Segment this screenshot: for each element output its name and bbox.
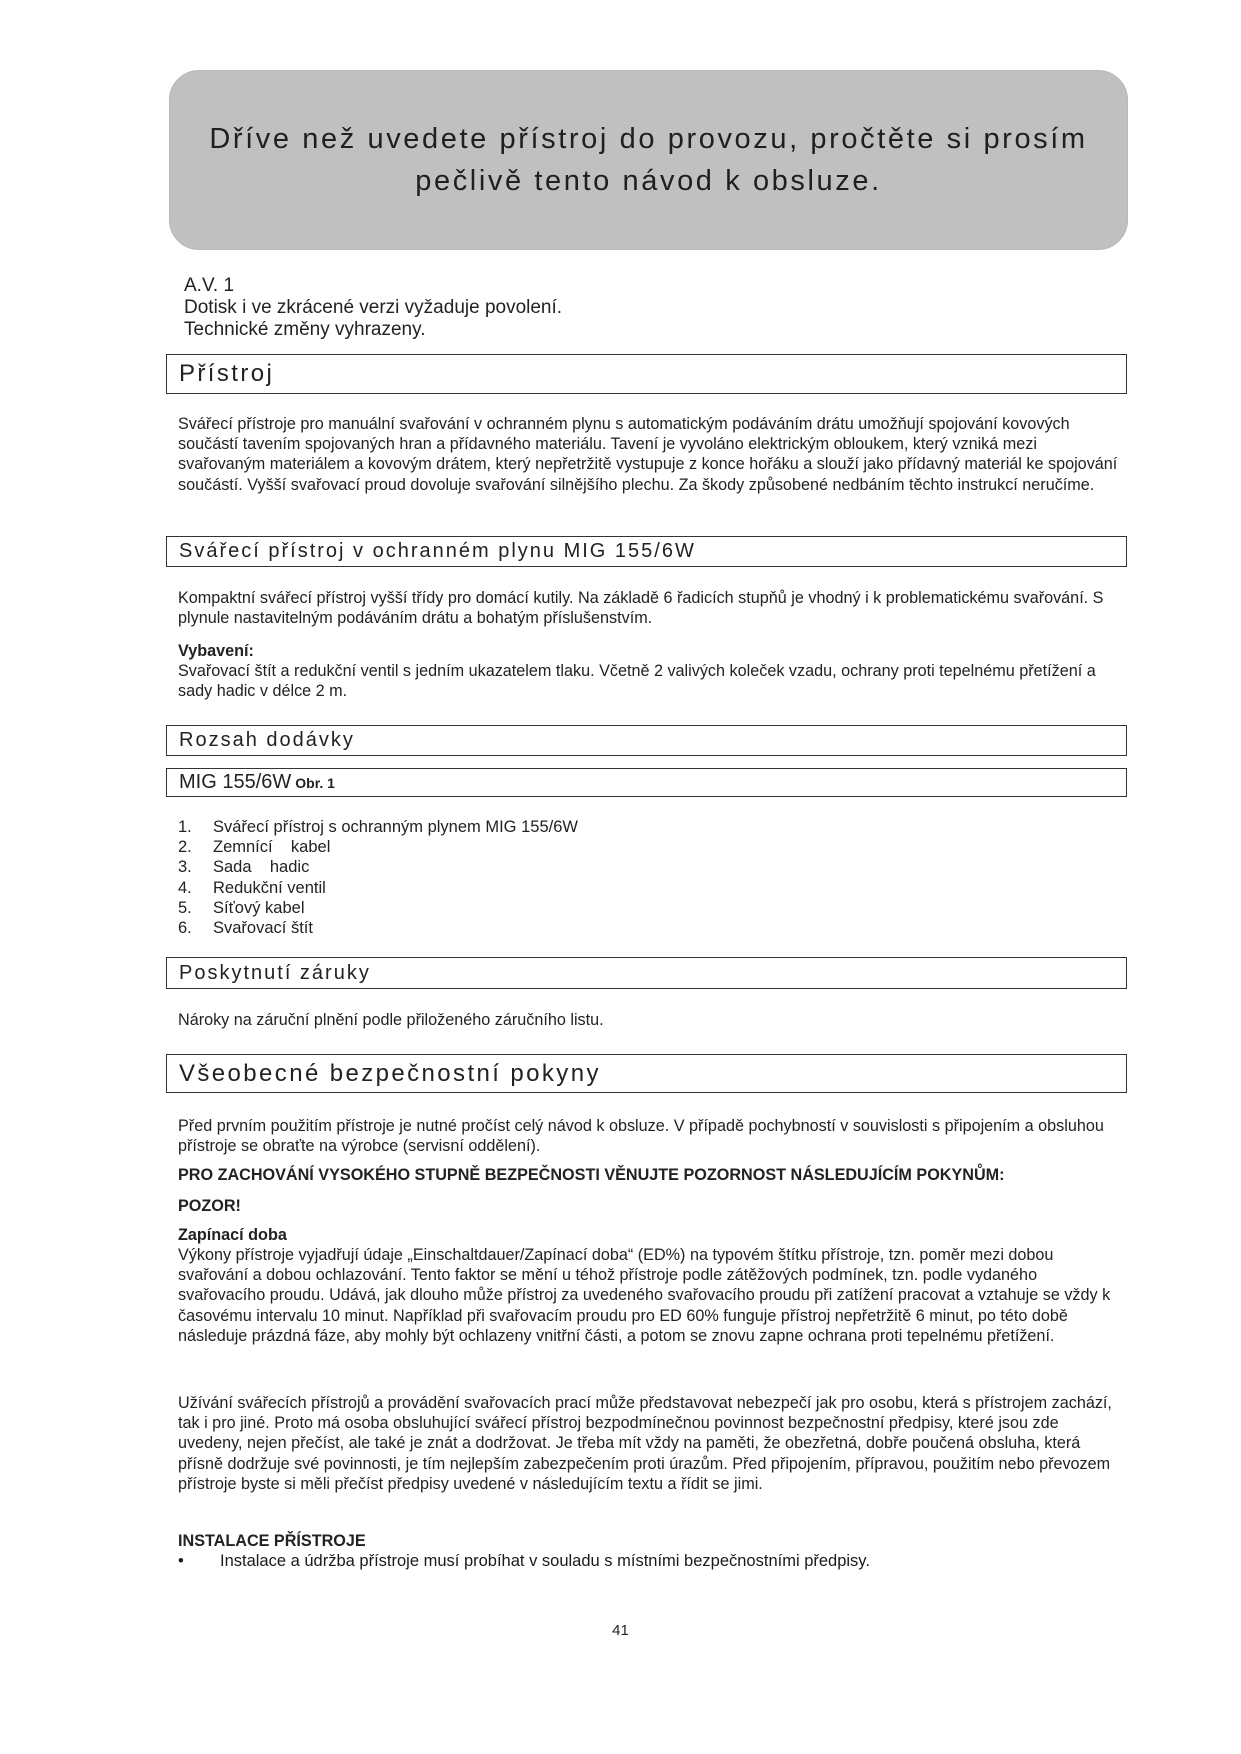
list-item: 5. Síťový kabel: [178, 898, 305, 917]
delivery-list: [178, 817, 578, 938]
section-heading-warranty: Poskytnutí záruky: [166, 957, 1127, 989]
bullet: •: [178, 1552, 184, 1570]
warranty-text: Nároky na záruční plnění podle přiloženého záručního listu.: [178, 1011, 604, 1029]
usage-text: Užívání svářecích přístrojů a provádění svařovacích prací může představovat nebezpečí jak pro osobu, která s přístrojem zachází, tak i pro jiné. Proto má osoba obsluhující svářecí přístroj bezpodmínečnou povinnost bezpečnostní předpisy, které jsou zde uvedeny, nejen přečíst, ale také je znát a dodržovat. Je třeba mít vždy na paměti, že obezřetná, dobře poučená obsluha, která přísně dodržuje své povinnosti, je tím nejlepším zabezpečením proti úrazům. Před připojením, přípravou, použitím nebo převozem přístroje byste si měli přečíst předpisy uvedené v následujícím textu a řídit se jimi.: [178, 1394, 1112, 1493]
device-description: Svářecí přístroje pro manuální svařování v ochranném plynu s automatickým podáváním drátu umožňují spojování kovových součástí tavením spojovaných hran a přídavného materiálu. Tavení je vyvoláno elektrickým obloukem, který vzniká mezi svařovaným materiálem a kovovým drátem, který nepřetržitě vystupuje z konce hořáku a slouží jako přídavný materiál ke spojování součástí. Vyšší svařovací proud dovoluje svařování silnějšího plechu. Za škody způsobené nedbáním těchto instrukcí neručíme.: [178, 415, 1118, 494]
safety-notice: PRO ZACHOVÁNÍ VYSOKÉHO STUPNĚ BEZPEČNOSTI VĚNUJTE POZORNOST NÁSLEDUJÍCÍM POKYNŮM:: [178, 1166, 1005, 1184]
safety-warning: POZOR!: [178, 1197, 241, 1215]
section-heading-welder: Svářecí přístroj v ochranném plynu MIG 155/6W: [166, 536, 1127, 567]
equipment-label: Vybavení:: [178, 642, 254, 660]
delivery-model-heading: MIG 155/6W Obr. 1: [166, 768, 1127, 797]
list-item: 2. Zemnící kabel: [178, 838, 331, 857]
changes-note: Technické změny vyhrazeny.: [184, 319, 426, 340]
welder-description: Kompaktní svářecí přístroj vyšší třídy pro domácí kutily. Na základě 6 řadicích stupňů je vhodný i k problematickému svařování. S plynule nastavitelným podáváním drátu a bohatým příslušenstvím.: [178, 589, 1104, 628]
equipment-text: Svařovací štít a redukční ventil s jedním ukazatelem tlaku. Včetně 2 valivých koleček vzadu, ochrany proti tepelnému přetížení a sady hadic v délce 2 m.: [178, 662, 1096, 701]
figure-tag: Obr. 1: [295, 774, 335, 791]
banner-line-1: Dříve než uvedete přístroj do provozu, pročtěte si prosím: [209, 123, 1088, 155]
section-heading-delivery: Rozsah dodávky: [166, 725, 1127, 756]
duty-cycle-label: Zapínací doba: [178, 1226, 287, 1244]
document-meta: [184, 275, 562, 341]
list-item: 4. Redukční ventil: [178, 878, 326, 897]
banner-line-2: pečlivě tento návod k obsluze.: [415, 165, 882, 197]
page-number: 41: [612, 1622, 629, 1639]
list-item: 6. Svařovací štít: [178, 919, 313, 938]
install-item-text: Instalace a údržba přístroje musí probíhat v souladu s místními bezpečnostními předpisy.: [220, 1552, 870, 1570]
install-item: [178, 1551, 1123, 1571]
version-label: A.V. 1: [184, 275, 235, 296]
safety-intro: Před prvním použitím přístroje je nutné pročíst celý návod k obsluze. V případě pochybností v souvislosti s připojením a obsluhou přístroje se obraťte na výrobce (servisní oddělení).: [178, 1117, 1104, 1156]
section-heading-safety: Všeobecné bezpečnostní pokyny: [166, 1054, 1127, 1093]
copyright-note: Dotisk i ve zkrácené verzi vyžaduje povolení.: [184, 297, 563, 318]
list-item: 3. Sada hadic: [178, 858, 310, 877]
list-item: 1. Svářecí přístroj s ochranným plynem MIG 155/6W: [178, 818, 578, 836]
duty-cycle-text: Výkony přístroje vyjadřují údaje „Einschaltdauer/Zapínací doba“ (ED%) na typovém štítku přístroje, tzn. poměr mezi dobou svařování a dobou ochlazování. Tento faktor se mění u téhož přístroje podle zátěžových podmínek, tzn. podle vydaného svařovacího proudu. Udává, jak dlouho může přístroj za uvedeného svařovacího proudu při zatížení pracovat a vztahuje se vždy k časovému intervalu 10 minut. Například při svařovacím proudu pro ED 60% funguje přístroj nepřetržitě 6 minut, po této době následuje prázdná fáze, aby mohly být ochlazeny vnitřní části, a potom se znovu zapne ochrana proti tepelnému přetížení.: [178, 1246, 1111, 1345]
intro-banner: [169, 70, 1128, 250]
install-label: INSTALACE PŘÍSTROJE: [178, 1532, 366, 1550]
section-heading-device: Přístroj: [166, 354, 1127, 394]
